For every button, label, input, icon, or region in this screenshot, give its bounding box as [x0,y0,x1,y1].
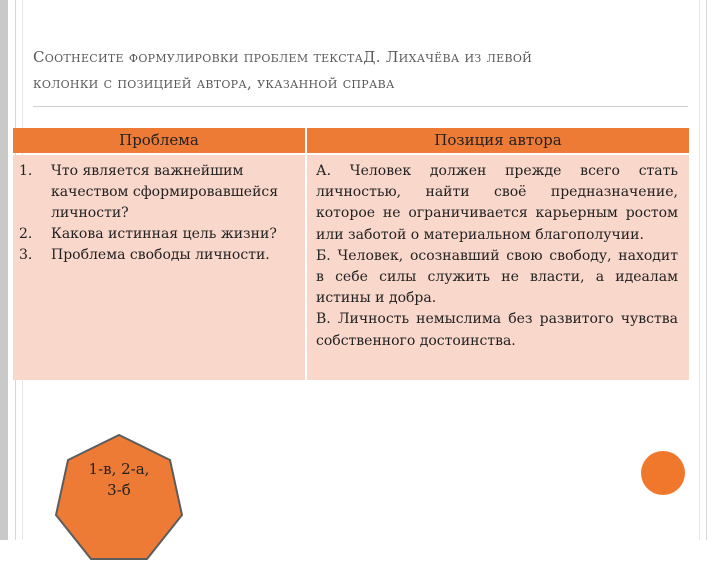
problem-item [19,245,305,266]
position-letter: А [316,163,327,179]
problem-number: 3. [19,247,33,263]
position-text: . Человек, осознавший свою свободу, находит в себе силы служить не власти, а идеалам истины и добра. [316,247,678,307]
position-item [316,246,678,310]
slide-frame-left-bar [0,0,8,540]
problem-item [19,161,305,224]
problems-list [19,161,305,266]
position-letter: В [316,311,327,328]
problem-text: Проблема свободы личности. [51,247,270,263]
answer-text [52,459,186,501]
position-text: . Человек должен прежде всего стать личностью, найти своё предназначение, которое не ограничивается карьерным ростом или заботой о материальном благополучии. [316,163,678,243]
table-header-author-position: Позиция автора [307,128,689,153]
positions-list [316,161,678,352]
answer-heptagon [52,433,186,567]
slide-title-line-1: Соотнесите формулировки проблем текстаД. Лихачёва из левой [33,48,533,66]
answer-line-1: 1-в, 2-а, [88,460,150,478]
slide-title-line-2: колонки с позицией автора, указанной справа [33,74,395,92]
table-header-problem: Проблема [13,128,305,153]
slide-nav-circle[interactable] [641,451,685,495]
slide-title [33,44,683,96]
position-item [316,309,678,351]
position-item [316,161,678,246]
positions-cell [307,155,689,380]
problem-number: 1. [19,163,33,179]
position-text: . Личность немыслима без развитого чувства собственного достоинства. [316,311,678,349]
problems-cell [13,155,305,380]
title-divider [33,106,688,107]
problem-number: 2. [19,226,33,242]
problem-text: Какова истинная цель жизни? [51,226,277,242]
answer-line-2: 3-б [107,481,131,499]
problem-item [19,224,305,245]
position-letter: Б [316,247,327,264]
problem-text: Что является важнейшим качеством сформировавшейся личности? [51,163,279,221]
